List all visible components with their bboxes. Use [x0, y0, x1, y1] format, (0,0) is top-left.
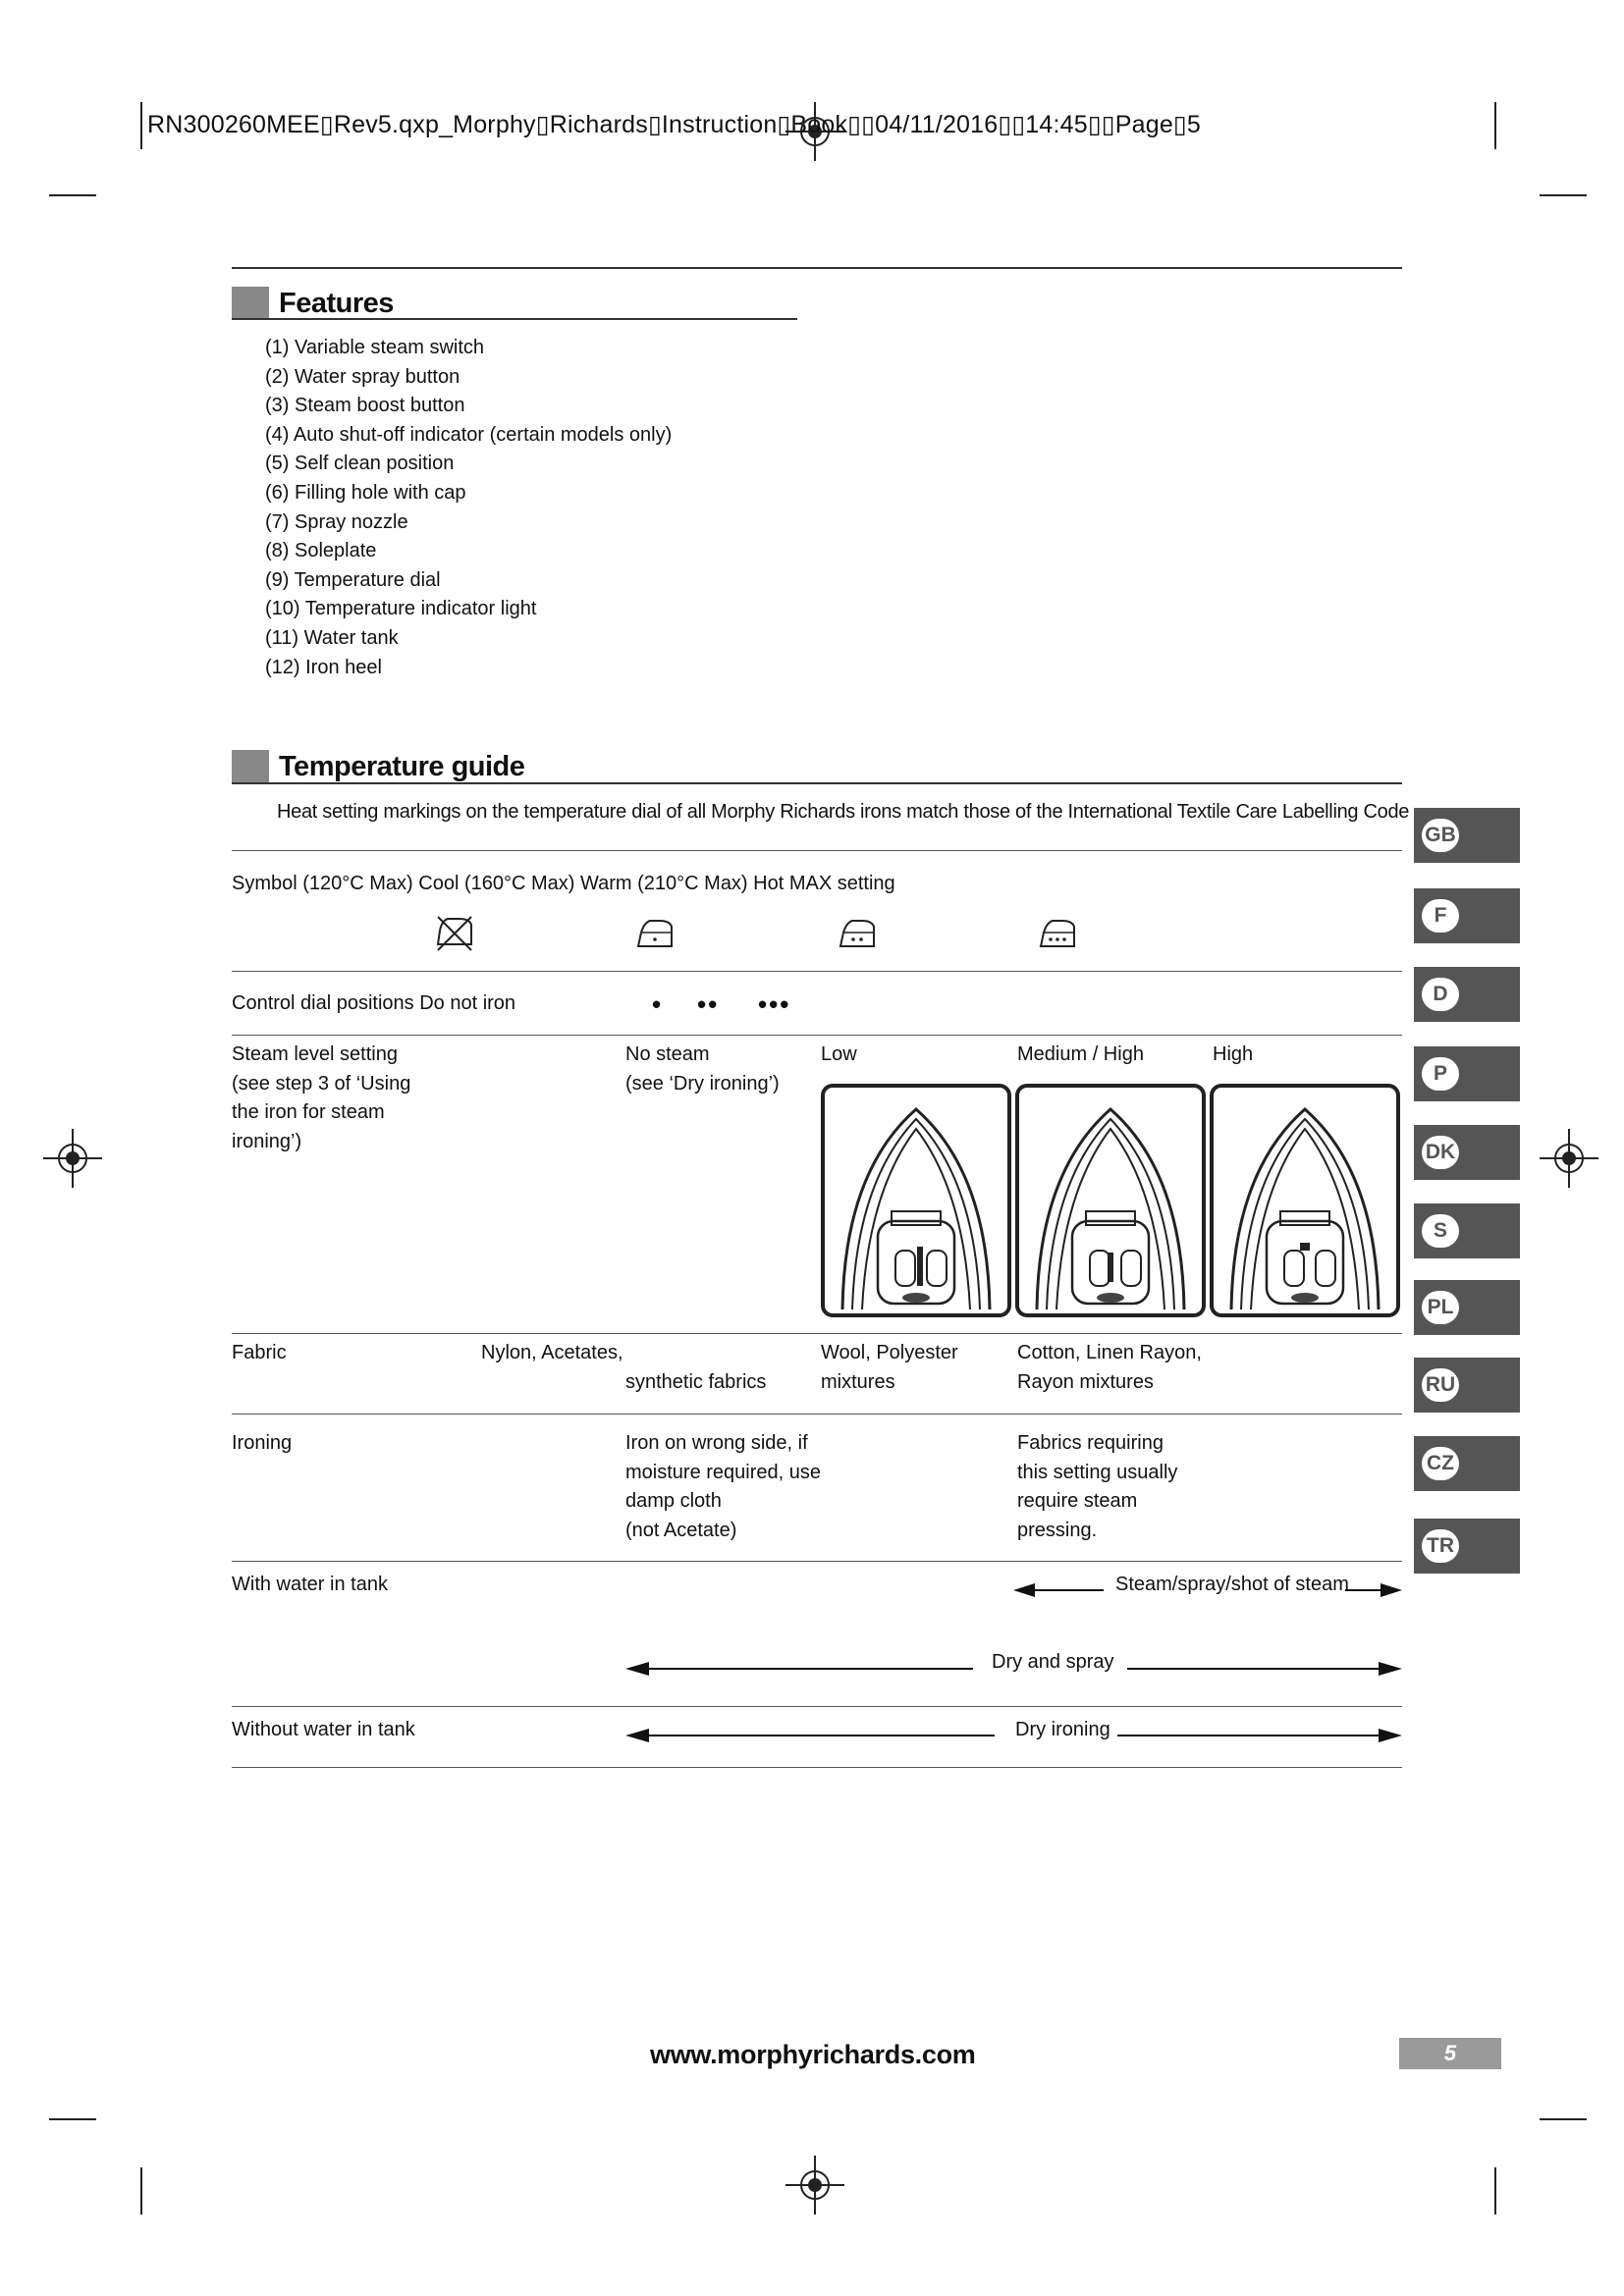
features-underline — [232, 318, 797, 320]
fabric-label: Fabric — [232, 1342, 287, 1363]
crop-mark — [140, 2167, 142, 2215]
list-item: (3) Steam boost button — [265, 395, 465, 417]
list-item: (8) Soleplate — [265, 540, 377, 562]
top-rule — [232, 267, 1402, 269]
dial-dot-1: • — [652, 989, 664, 1019]
lang-code: GB — [1422, 819, 1459, 852]
file-slug: RN300260MEE▯Rev5.qxp_Morphy▯Richards▯Instruction▯Book▯▯04/11/2016▯▯14:45▯▯Page▯5 — [147, 111, 1201, 138]
do-not-iron-icon — [434, 913, 475, 954]
table-rule — [232, 1706, 1402, 1707]
fabric-cotton: Cotton, Linen Rayon, Rayon mixtures — [1017, 1342, 1202, 1393]
table-rule — [232, 1561, 1402, 1562]
list-item: (10) Temperature indicator light — [265, 598, 537, 620]
lang-code: TR — [1422, 1529, 1459, 1563]
lang-code: F — [1422, 899, 1459, 933]
table-rule — [232, 1414, 1402, 1415]
steam-high: High — [1213, 1043, 1254, 1065]
steam-spray-text: Steam/spray/shot of steam — [1115, 1574, 1349, 1595]
lang-tab-s[interactable] — [1414, 1203, 1520, 1258]
ironing-wrong-side: Iron on wrong side, if moisture required, use damp cloth (not Acetate) — [625, 1432, 821, 1541]
footer-url[interactable]: www.morphyrichards.com — [650, 2040, 976, 2069]
page-number: 5 — [1399, 2038, 1501, 2069]
features-title: Features — [279, 287, 394, 319]
crop-mark — [49, 194, 96, 196]
lang-code: RU — [1422, 1368, 1459, 1402]
list-item: (11) Water tank — [265, 626, 399, 649]
crop-mark — [1494, 2167, 1496, 2215]
iron-steam-high-icon — [1210, 1084, 1400, 1317]
lang-tab-gb[interactable] — [1414, 808, 1520, 863]
lang-code: PL — [1422, 1291, 1459, 1324]
list-item: (6) Filling hole with cap — [265, 481, 466, 504]
dial-dot-2: •• — [697, 989, 720, 1019]
list-item: (9) Temperature dial — [265, 568, 441, 591]
steam-no-steam: No steam (see ‘Dry ironing’) — [625, 1043, 780, 1095]
heading-box — [232, 287, 269, 320]
arrow-left-icon — [1013, 1580, 1104, 1600]
arrow-right-icon — [1117, 1726, 1402, 1745]
table-rule — [232, 1767, 1402, 1768]
iron-hot-icon — [1037, 915, 1078, 952]
fabric-wool: Wool, Polyester mixtures — [821, 1342, 958, 1393]
lang-tab-f[interactable] — [1414, 888, 1520, 943]
crop-mark — [49, 2118, 96, 2120]
crop-mark — [1540, 194, 1587, 196]
without-water-label: Without water in tank — [232, 1719, 415, 1740]
table-rule — [232, 850, 1402, 851]
temp-guide-title: Temperature guide — [279, 750, 525, 782]
dry-spray-text: Dry and spray — [992, 1651, 1114, 1673]
lang-tab-dk[interactable] — [1414, 1125, 1520, 1180]
temp-guide-heading — [232, 750, 524, 783]
steam-medium-high: Medium / High — [1017, 1043, 1144, 1065]
iron-steam-medium-high-icon — [1015, 1084, 1206, 1317]
temp-guide-underline — [232, 782, 1402, 784]
crop-mark — [140, 102, 142, 149]
features-list — [265, 334, 672, 682]
lang-tab-cz[interactable] — [1414, 1436, 1520, 1491]
registration-mark-icon — [43, 1129, 102, 1188]
iron-cool-icon — [634, 915, 676, 952]
lang-tab-p[interactable] — [1414, 1046, 1520, 1101]
features-heading — [232, 287, 394, 320]
list-item: (1) Variable steam switch — [265, 337, 485, 358]
dial-dot-3: ••• — [758, 989, 791, 1019]
table-rule — [232, 971, 1402, 972]
fabric-nylon: Nylon, Acetates, — [481, 1342, 623, 1363]
with-water-label: With water in tank — [232, 1574, 388, 1595]
steam-level-label: Steam level setting (see step 3 of ‘Using the iron for steam ironing’) — [232, 1043, 411, 1152]
arrow-right-icon — [1127, 1659, 1402, 1679]
temp-guide-intro: Heat setting markings on the temperature dial of all Morphy Richards irons match those of the International Textile Care Labelling Code — [277, 801, 1410, 823]
lang-tab-d[interactable] — [1414, 967, 1520, 1022]
arrow-right-icon — [1345, 1580, 1402, 1600]
fabric-synthetic: synthetic fabrics — [625, 1371, 767, 1393]
heading-box — [232, 750, 269, 783]
lang-code: S — [1422, 1214, 1459, 1248]
table-rule — [232, 1333, 1402, 1334]
list-item: (12) Iron heel — [265, 656, 382, 678]
list-item: (4) Auto shut-off indicator (certain models only) — [265, 423, 673, 446]
iron-warm-icon — [837, 915, 878, 952]
ironing-label: Ironing — [232, 1432, 293, 1454]
lang-code: D — [1422, 978, 1459, 1011]
lang-code: CZ — [1422, 1447, 1459, 1480]
table-rule — [232, 1035, 1402, 1036]
iron-steam-low-icon — [821, 1084, 1011, 1317]
crop-mark — [1540, 2118, 1587, 2120]
dry-ironing-text: Dry ironing — [1015, 1719, 1110, 1740]
lang-code: DK — [1422, 1136, 1459, 1169]
lang-tab-tr[interactable] — [1414, 1519, 1520, 1574]
list-item: (7) Spray nozzle — [265, 510, 408, 533]
lang-tab-pl[interactable] — [1414, 1280, 1520, 1335]
symbol-row-text: Symbol (120°C Max) Cool (160°C Max) Warm (210°C Max) Hot MAX setting — [232, 873, 895, 894]
lang-tab-ru[interactable] — [1414, 1358, 1520, 1413]
registration-mark-icon — [1540, 1129, 1598, 1188]
list-item: (5) Self clean position — [265, 453, 455, 475]
arrow-left-icon — [625, 1726, 995, 1745]
arrow-left-icon — [625, 1659, 973, 1679]
steam-low: Low — [821, 1043, 857, 1065]
ironing-steam-pressing: Fabrics requiring this setting usually require steam pressing. — [1017, 1432, 1178, 1541]
registration-mark-icon — [785, 2156, 844, 2215]
list-item: (2) Water spray button — [265, 365, 460, 388]
lang-code: P — [1422, 1057, 1459, 1091]
crop-mark — [1494, 102, 1496, 149]
dial-row-text: Control dial positions Do not iron — [232, 992, 516, 1014]
